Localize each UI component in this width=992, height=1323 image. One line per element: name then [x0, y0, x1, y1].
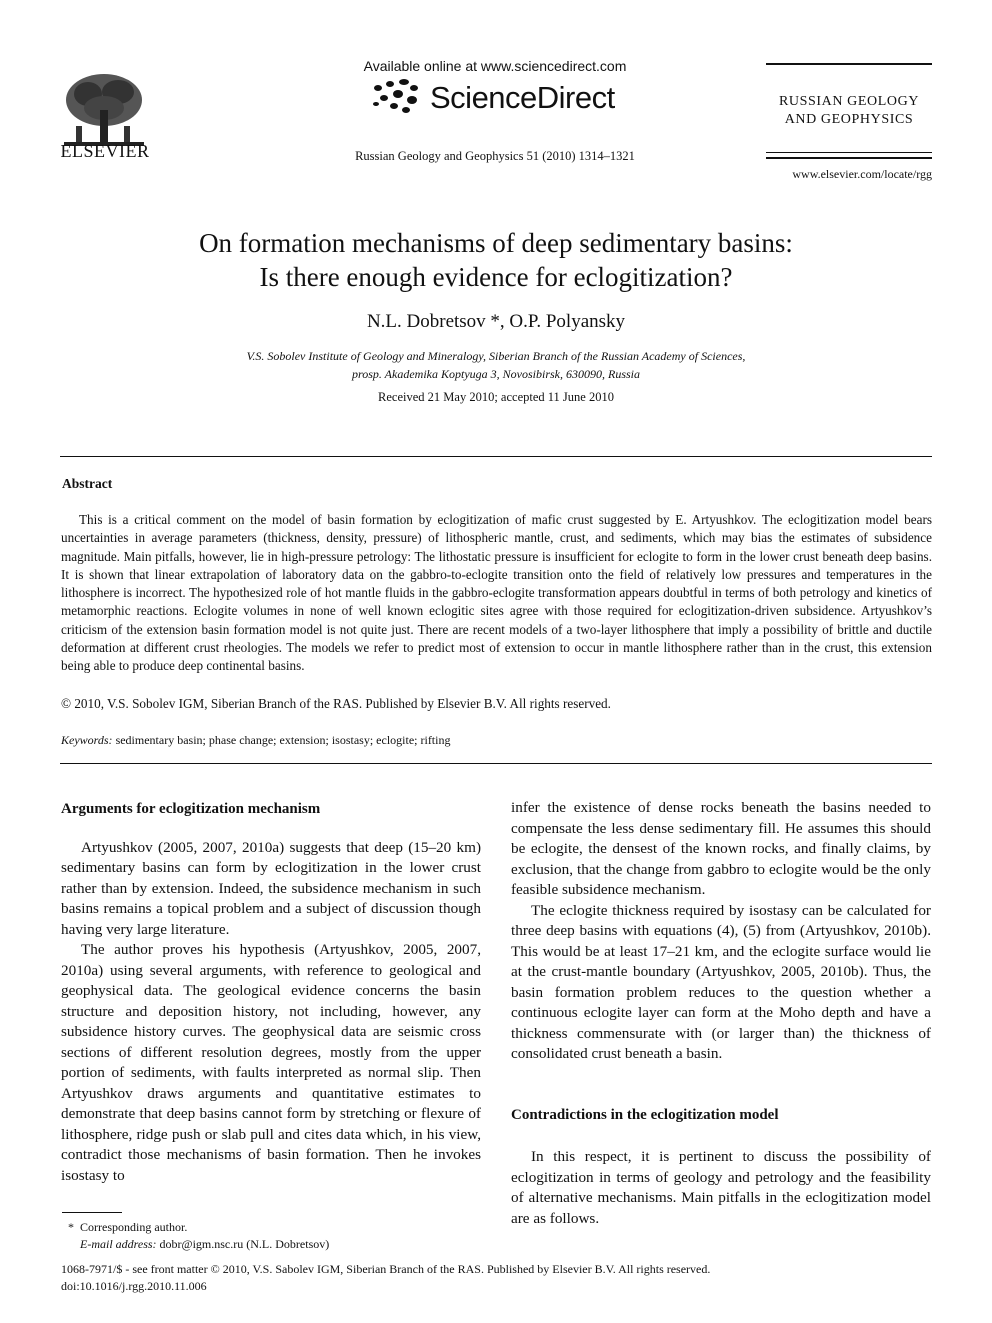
sciencedirect-wordmark: ScienceDirect	[430, 80, 615, 115]
title-line2: Is there enough evidence for eclogitization?	[259, 262, 733, 292]
affiliation-line2: prosp. Akademika Koptyuga 3, Novosibirsk, 630090, Russia	[352, 367, 640, 381]
keywords	[61, 733, 932, 748]
left-paragraph-1: Artyushkov (2005, 2007, 2010a) suggests that deep (15–20 km) sedimentary basins can form by eclogitization in the lower crust rather than by extension. Indeed, the subsidence mechanism in such basins remains a topical problem and a subject of discussion though having very large literature.	[61, 838, 481, 938]
right-paragraph-2: The eclogite thickness required by isostasy can be calculated for three deep basins with equations (4), (5) from (Artyushkov, 2010b). This would be at least 17–21 km, and the eclogite surface would lie at the crust-mantle boundary (Artyushkov, 2005, 2010b). Thus, the basin formation problem reduces to the question whether a continuous eclogite layer can form at the Moho depth and have a thickness commensurate with (or larger than) the thickness of consolidated crust beneath a basin.	[511, 901, 931, 1062]
corresponding-author-note	[62, 1219, 482, 1236]
abstract-text: This is a critical comment on the model of basin formation by eclogitization of mafic crust suggested by E. Artyushkov. The eclogitization model bears uncertainties in average parameters (thickness, density, pressure) of lithospheric mantle, crust, and sediments, which may bias the estimates of subsidence magnitude. Main pitfalls, however, lie in high-pressure petrology: The lithostatic pressure is insufficient for eclogite to form in the lower crust beneath deep basins. It is shown that linear extrapolation of laboratory data on the gabbro-to-eclogite transition onto the field of relatively low pressures and temperatures in the lithosphere is incorrect. The hypothesized role of hot mantle fluids in the gabbro-eclogite transformation appears doubtful in terms of both petrology and kinetics of metamorphic reactions. Eclogite volumes in none of well known eclogitic sites agree with those required for eclogitization-driven subsidence. Artyushkov’s criticism of the extension basin formation model is not quite just. There are recent models of a two-layer lithosphere that imply a possibility of brittle and ductile deformation at different crust rheologies. The models we refer to predict most of extension to occur in mantle lithosphere rather than in the crust, this extension being able to produce deep continental basins.	[61, 512, 932, 674]
journal-name-line1: RUSSIAN GEOLOGY	[778, 94, 920, 109]
abstract-bottom-rule	[60, 763, 932, 764]
journal-citation: Russian Geology and Geophysics 51 (2010) 1314–1321	[355, 149, 635, 163]
journal-box-top-rule	[766, 63, 932, 65]
abstract-heading: Abstract	[62, 476, 113, 491]
sciencedirect-dots-icon	[368, 78, 424, 118]
right-paragraph-3: In this respect, it is pertinent to discuss the possibility of eclogitization in terms of geology and petrology and the feasibility of alternative mechanisms. Main pitfalls in the eclogitization model are as follows.	[511, 1148, 931, 1227]
affiliation	[60, 347, 932, 383]
journal-box-bottom-rule	[766, 152, 932, 153]
keywords-label: Keywords:	[61, 733, 113, 747]
article-title	[60, 226, 932, 294]
journal-box-bottom-rule-thick	[766, 157, 932, 159]
right-column	[511, 798, 931, 1229]
doi[interactable]: doi:10.1016/j.rgg.2010.11.006	[61, 1279, 207, 1293]
section-heading-contradictions: Contradictions in the eclogitization model	[511, 1106, 779, 1123]
email-label: E-mail address:	[80, 1237, 157, 1251]
corresponding-label: Corresponding author.	[80, 1220, 188, 1234]
publisher-name: ELSEVIER	[60, 141, 150, 161]
email-note	[62, 1236, 482, 1253]
right-paragraph-1: infer the existence of dense rocks beneath the basins needed to compensate the less dense sedimentary fill. He assumes this should be eclogite, the densest of the known rocks, and finally claims, by exclusion, that the change from gabbro to eclogite would be the only feasible subsidence mechanism.	[511, 799, 931, 898]
journal-name	[766, 93, 932, 129]
title-line1: On formation mechanisms of deep sedimentary basins:	[199, 228, 793, 258]
abstract-body	[61, 511, 932, 676]
received-dates: Received 21 May 2010; accepted 11 June 2010	[378, 390, 614, 404]
issn-line: 1068-7971/$ - see front matter © 2010, V.S. Sabolev IGM, Siberian Branch of the RAS. Published by Elsevier B.V. All rights reserved.	[61, 1262, 711, 1276]
left-column	[61, 799, 481, 1186]
section-heading-arguments: Arguments for eclogitization mechanism	[61, 801, 321, 817]
available-online: Available online at www.sciencedirect.com	[363, 58, 627, 74]
keywords-list: sedimentary basin; phase change; extension; isostasy; eclogite; rifting	[115, 733, 451, 747]
abstract-copyright: © 2010, V.S. Sobolev IGM, Siberian Branch of the RAS. Published by Elsevier B.V. All rights reserved.	[61, 696, 611, 711]
left-paragraph-2: The author proves his hypothesis (Artyushkov, 2005, 2007, 2010a) using several arguments, with reference to geological and geophysical data. The geological evidence concerns the basin structure and deposition history, not including, however, any subsidence history curves. The geophysical data are seismic cross sections of different resolution degrees, mostly from the upper portion of sediments, with faults interpreted as normal slip. Then Artyushkov draws arguments and quantitative estimates to demonstrate that deep basins cannot form by stretching or flexure of lithosphere, ridge push or slab pull and cites data which, in his view, contradict those mechanisms of basin formation. Then he invokes isostasy to	[61, 941, 481, 1184]
footnote-star: *	[68, 1220, 74, 1234]
abstract-top-rule	[60, 456, 932, 457]
page-footer	[61, 1261, 933, 1295]
journal-url[interactable]: www.elsevier.com/locate/rgg	[792, 167, 932, 181]
journal-name-line2: AND GEOPHYSICS	[784, 112, 914, 127]
affiliation-line1: V.S. Sobolev Institute of Geology and Mineralogy, Siberian Branch of the Russian Academy of Sciences,	[246, 349, 746, 363]
footnote-rule	[62, 1212, 122, 1213]
footnote	[62, 1219, 482, 1253]
email-address[interactable]: dobr@igm.nsc.ru (N.L. Dobretsov)	[159, 1237, 330, 1251]
authors: N.L. Dobretsov *, O.P. Polyansky	[366, 311, 626, 332]
